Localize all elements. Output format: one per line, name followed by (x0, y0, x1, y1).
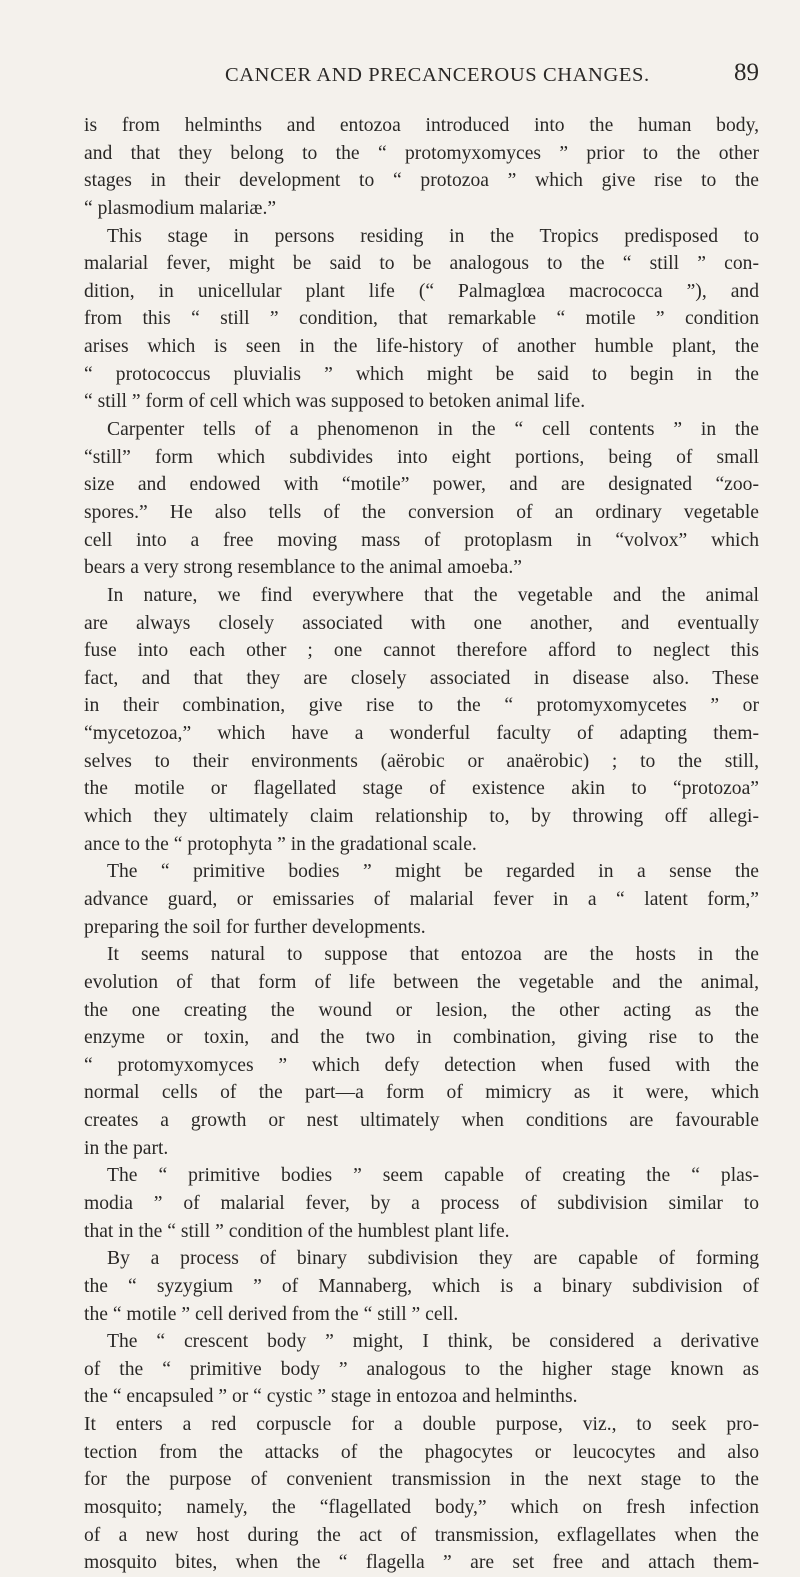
body-text (84, 112, 759, 1577)
text-line: malarial fever, might be said to be analogous to the “ still ” con- (84, 253, 759, 275)
running-title: CANCER AND PRECANCEROUS CHANGES. (225, 64, 650, 86)
text-line: mosquito bites, when the “ flagella ” are set free and attach them- (84, 1552, 759, 1574)
text-line: the “ motile ” cell derived from the “ still ” cell. (84, 1303, 459, 1325)
text-line: evolution of that form of life between the vegetable and the animal, (84, 971, 759, 993)
text-line: stages in their development to “ protozoa ” which give rise to the (84, 170, 759, 192)
text-line: advance guard, or emissaries of malarial fever in a “ latent form,” (84, 888, 759, 910)
text-line: the one creating the wound or lesion, the other acting as the (84, 999, 759, 1021)
text-line: The “ primitive bodies ” seem capable of creating the “ plas- (107, 1165, 759, 1187)
text-line: The “ crescent body ” might, I think, be considered a derivative (107, 1331, 759, 1353)
text-line: from this “ still ” condition, that remarkable “ motile ” condition (84, 308, 759, 330)
text-line: is from helminths and entozoa introduced into the human body, (84, 115, 759, 136)
text-line: that in the “ still ” condition of the humblest plant life. (84, 1220, 510, 1242)
text-line: ance to the “ protophyta ” in the gradational scale. (84, 833, 477, 855)
text-line: “ protococcus pluvialis ” which might be said to begin in the (84, 363, 759, 385)
text-line: are always closely associated with one another, and eventually (84, 612, 759, 634)
text-line: “ plasmodium malariæ.” (84, 197, 277, 219)
text-line: “ still ” form of cell which was supposed to betoken animal life. (84, 391, 586, 413)
text-line: mosquito; namely, the “flagellated body,” which on fresh infection (84, 1497, 759, 1519)
text-line: and that they belong to the “ protomyxomyces ” prior to the other (84, 142, 759, 164)
text-line: creates a growth or nest ultimately when conditions are favourable (84, 1110, 759, 1132)
text-line: cell into a free moving mass of protoplasm in “volvox” which (84, 529, 759, 551)
text-line: size and endowed with “motile” power, and are designated “zoo- (84, 474, 759, 496)
text-line: selves to their environments (aërobic or anaërobic) ; to the still, (84, 750, 759, 772)
text-line: in the part. (84, 1137, 169, 1159)
text-line: bears a very strong resemblance to the animal amoeba.” (84, 557, 522, 579)
text-line: fact, and that they are closely associated in disease also. These (84, 667, 759, 689)
text-line: enzyme or toxin, and the two in combination, giving rise to the (84, 1027, 759, 1049)
text-line: spores.” He also tells of the conversion of an ordinary vegetable (84, 501, 759, 523)
text-line: “still” form which subdivides into eight portions, being of small (84, 446, 759, 468)
running-header (84, 0, 759, 112)
text-line: in their combination, give rise to the “ protomyxomycetes ” or (84, 695, 759, 717)
text-line: normal cells of the part—a form of mimicry as it were, which (84, 1082, 759, 1104)
text-line: the motile or flagellated stage of existence akin to “protozoa” (84, 778, 759, 800)
text-line: The “ primitive bodies ” might be regarded in a sense the (107, 861, 759, 883)
text-line: tection from the attacks of the phagocytes or leucocytes and also (84, 1441, 759, 1463)
text-line: the “ syzygium ” of Mannaberg, which is a binary subdivision of (84, 1275, 759, 1297)
page-number: 89 (734, 59, 759, 86)
text-line: By a process of binary subdivision they are capable of forming (107, 1248, 759, 1270)
text-line: for the purpose of convenient transmission in the next stage to the (84, 1469, 759, 1491)
text-line: which they ultimately claim relationship to, by throwing off allegi- (84, 806, 759, 828)
text-line: of a new host during the act of transmission, exflagellates when the (84, 1524, 759, 1546)
text-line: This stage in persons residing in the Tropics predisposed to (107, 225, 759, 247)
text-line: “mycetozoa,” which have a wonderful faculty of adapting them- (84, 723, 759, 745)
text-line: modia ” of malarial fever, by a process of subdivision similar to (84, 1192, 759, 1214)
text-line: the “ encapsuled ” or “ cystic ” stage in entozoa and helminths. (84, 1386, 578, 1408)
text-line: dition, in unicellular plant life (“ Palmaglœa macrococca ”), and (84, 280, 759, 302)
text-line: arises which is seen in the life-history of another humble plant, the (84, 336, 759, 358)
text-line: preparing the soil for further developments. (84, 916, 426, 938)
text-line: Carpenter tells of a phenomenon in the “ cell contents ” in the (107, 419, 759, 441)
text-line: “ protomyxomyces ” which defy detection when fused with the (84, 1054, 759, 1076)
text-line: of the “ primitive body ” analogous to the higher stage known as (84, 1358, 759, 1380)
text-line: It enters a red corpuscle for a double purpose, viz., to seek pro- (84, 1414, 759, 1436)
text-line: In nature, we find everywhere that the vegetable and the animal (107, 584, 759, 606)
text-line: It seems natural to suppose that entozoa are the hosts in the (107, 944, 759, 966)
text-line: fuse into each other ; one cannot therefore afford to neglect this (84, 640, 759, 662)
